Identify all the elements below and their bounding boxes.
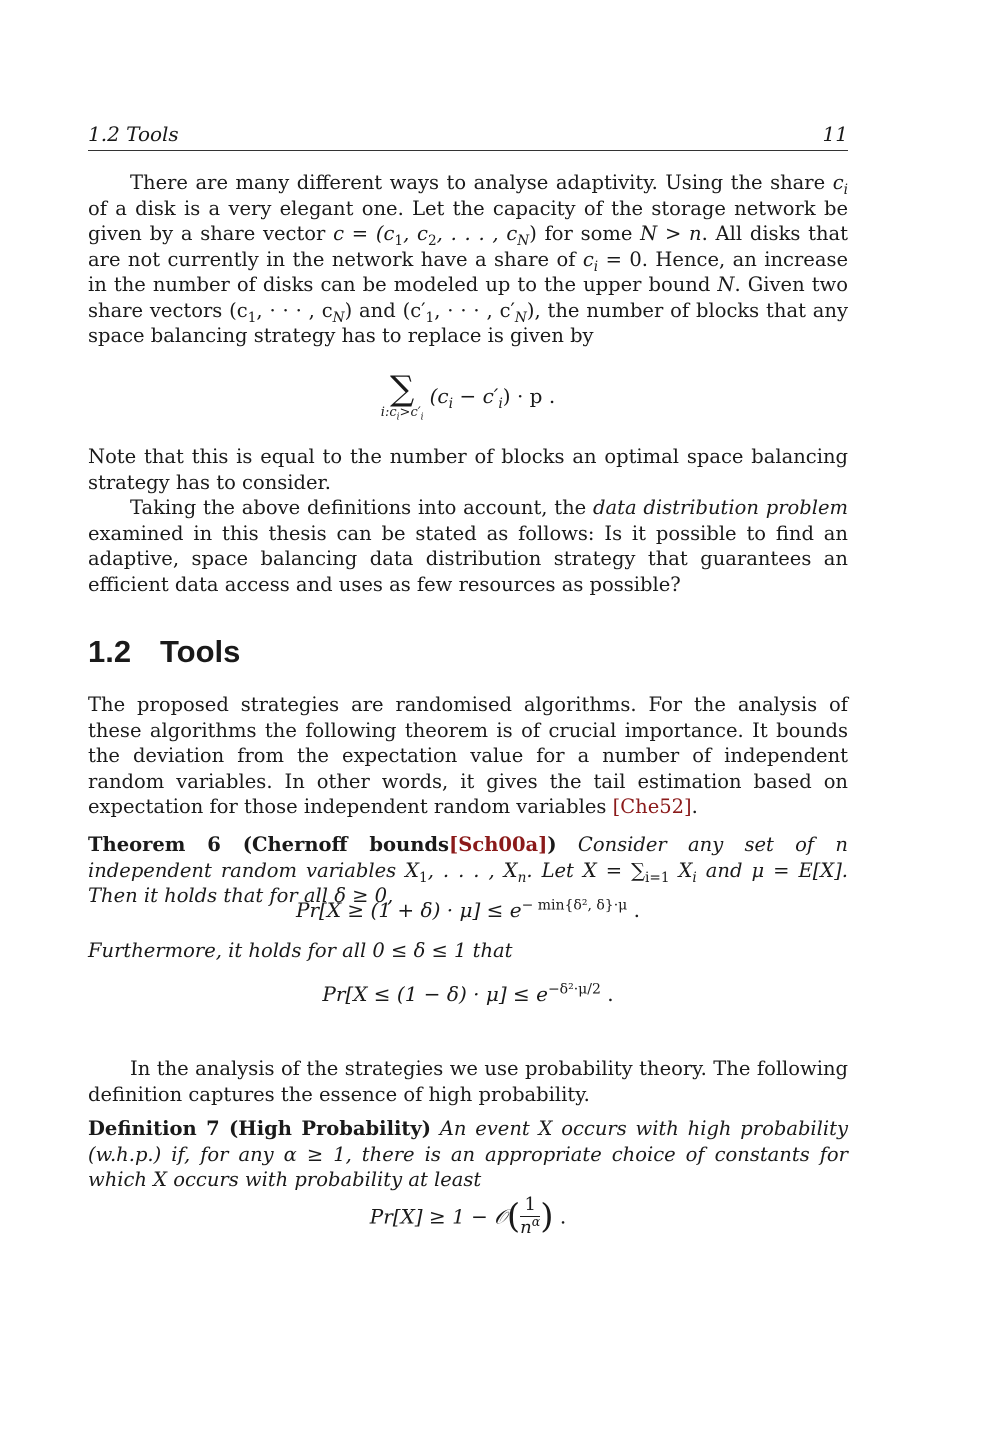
sum-operator: ∑ $i:c_i>c'_i$ bbox=[380, 369, 424, 423]
equation-chernoff-lower: $Pr[X \le (1 - \delta) \cdot \mu] \le e^{-\delta^2\cdot\mu/2}$ . bbox=[322, 981, 614, 1006]
definition-high-probability: Definition 7 (High Probability) An event X occurs with high probability (w.h.p.) if, for any α ≥ 1, there is an appropriate choice of constants for which X occurs with probability at least bbox=[88, 1117, 848, 1191]
section-heading: 1.2 Tools bbox=[88, 634, 241, 669]
equation-whp: Pr[X] ≥ 1 − 𝒪( $\frac{1}{n^\alpha}$ ) . bbox=[369, 1194, 567, 1238]
page-number: 11 bbox=[822, 122, 848, 146]
running-head-section: 1.2 Tools bbox=[88, 122, 179, 146]
paragraph-adaptivity: There are many different ways to analyse adaptivity. Using the share $c_i$ of a disk is a very elegant one. Let the capacity of the storage network be given by a share vector $c = (c_1$, $c_2$, . . . , $c_N$) for some N > n. All disks that are not currently in the network have a share of $c_i = 0$. Hence, an increase in the number of disks can be modeled up to the upper bound N. Given two share vectors ($c_1$, · · · , $c_N$) and ($c'_1$, · · · , $c'_N$), the number of blocks that any space balancing strategy has to replace is given by bbox=[88, 171, 848, 347]
citation-sch00a[interactable]: [Sch00a] bbox=[449, 833, 548, 856]
paragraph-probability: In the analysis of the strategies we use probability theory. The following definition captures the essence of high probability. bbox=[88, 1057, 848, 1106]
running-head bbox=[88, 122, 848, 151]
paragraph-problem: Taking the above definitions into account, the data distribution problem examined in this thesis can be stated as follows: Is it possible to find an adaptive, space balancing data distribution strategy that guarantees an efficient data access and uses as few resources as possible? bbox=[88, 496, 849, 596]
paragraph-note: Note that this is equal to the number of blocks an optimal space balancing strategy has to consider. bbox=[88, 445, 848, 494]
fraction: $\frac{1}{n^\alpha}$ bbox=[520, 1194, 541, 1238]
citation-che52[interactable]: [Che52] bbox=[612, 795, 692, 818]
equation-chernoff-upper: $Pr[X \ge (1 + \delta) \cdot \mu] \le e^{- min\{\delta^2, \delta\}\cdot\mu}$ . bbox=[296, 897, 640, 922]
equation-sum: ∑ $i:c_i>c'_i$ $(c_i - c'_i) \cdot p$ . bbox=[380, 369, 556, 423]
furthermore-text: Furthermore, it holds for all 0 ≤ δ ≤ 1 that bbox=[88, 939, 513, 962]
theorem-chernoff: Theorem 6 (Chernoff bounds[Sch00a]) Consider any set of n independent random variables $X_1$, . . . , $X_n$. Let $X = \sum_{i=1}$ $X_i$ and μ = E[X]. Then it holds that for all δ ≥ 0, bbox=[88, 833, 848, 907]
paragraph-tools: The proposed strategies are randomised algorithms. For the analysis of these algorithms the following theorem is of crucial importance. It bounds the deviation from the expectation value for a number of independent random variables. In other words, it gives the tail estimation based on expectation for those independent random variables [Che52]. bbox=[88, 693, 848, 818]
